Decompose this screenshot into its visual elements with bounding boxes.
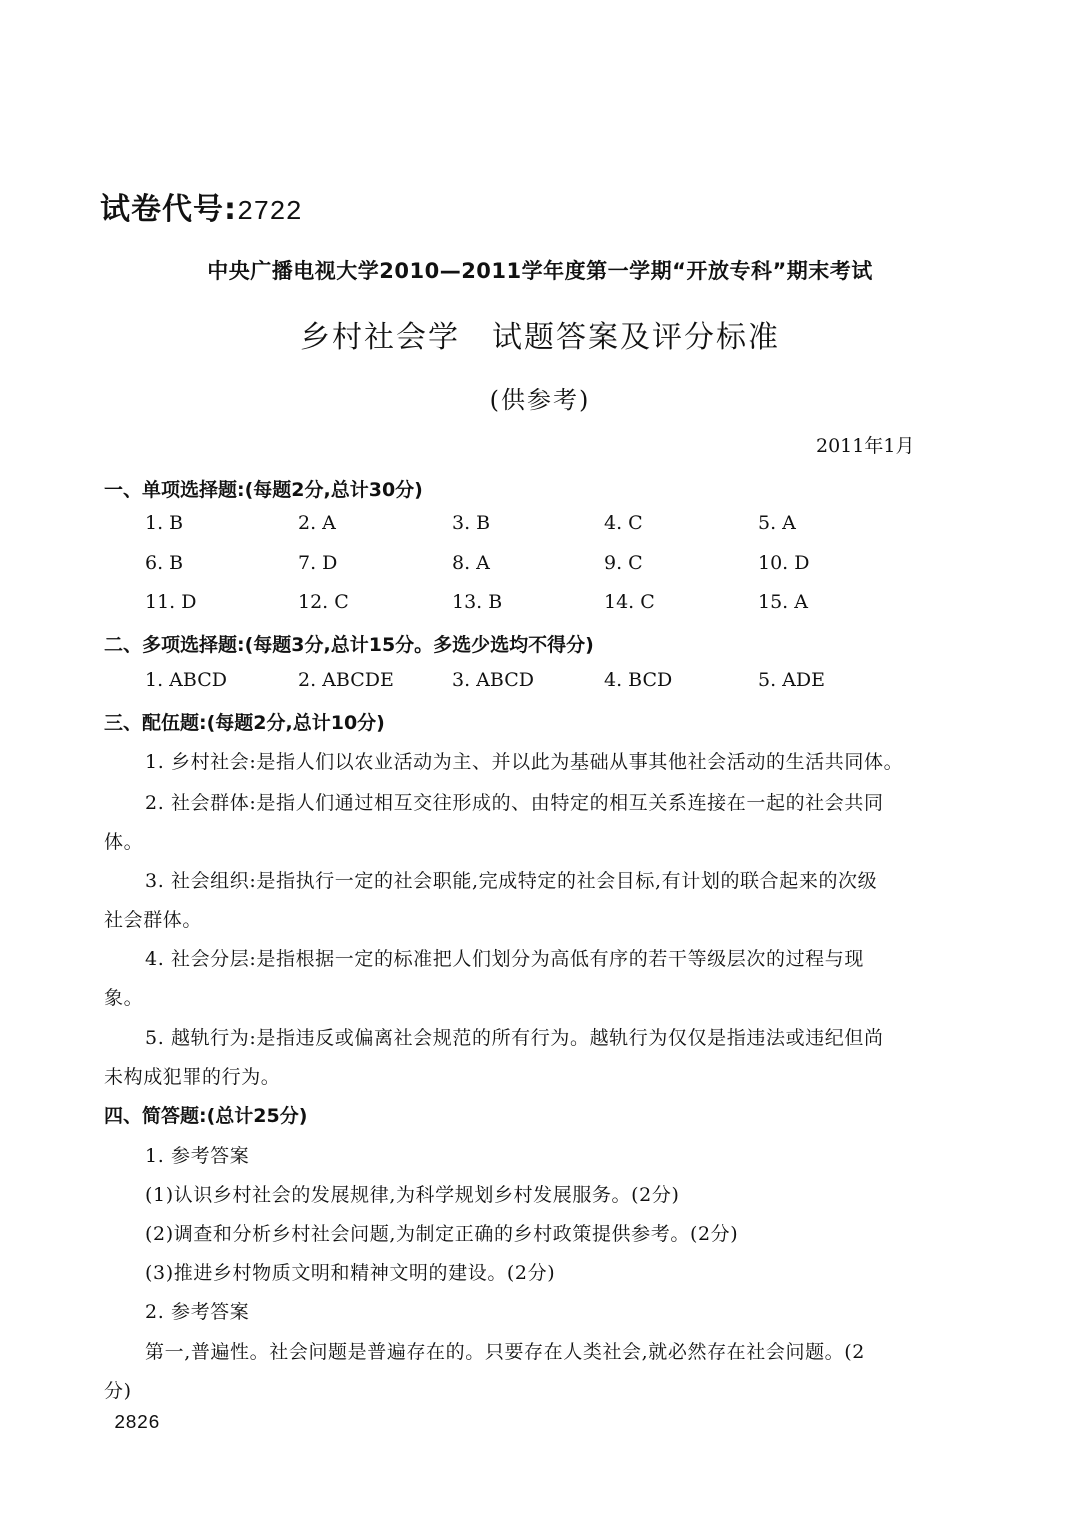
- answer-item: 14. C: [604, 591, 655, 613]
- answer-line: 4. 社会分层:是指根据一定的标准把人们划分为高低有序的若干等级层次的过程与现: [145, 948, 864, 970]
- answer-line: 5. 越轨行为:是指违反或偏离社会规范的所有行为。越轨行为仅仅是指违法或违纪但尚: [145, 1027, 884, 1049]
- answer-item: 1. B: [145, 512, 184, 534]
- answer-line: (1)认识乡村社会的发展规律,为科学规划乡村发展服务。(2分): [145, 1184, 680, 1206]
- answer-line: 第一,普遍性。社会问题是普遍存在的。只要存在人类社会,就必然存在社会问题。(2: [145, 1341, 865, 1363]
- page-number: 2826: [114, 1412, 160, 1434]
- answer-item: 3. ABCD: [452, 669, 534, 691]
- exam-date: 2011年1月: [816, 435, 915, 457]
- answer-line: 1. 参考答案: [145, 1145, 250, 1167]
- answer-item: 12. C: [298, 591, 349, 613]
- answer-item: 3. B: [452, 512, 491, 534]
- section-short-answer-title: 四、简答题:(总计25分): [104, 1105, 308, 1127]
- answer-line: 体。: [104, 831, 144, 853]
- answer-line: 2. 参考答案: [145, 1301, 250, 1323]
- section-multiple-choice-title: 二、多项选择题:(每题3分,总计15分。多选少选均不得分): [104, 634, 594, 656]
- answer-item: 13. B: [452, 591, 503, 613]
- answer-line: 象。: [104, 987, 144, 1009]
- answer-line: 分): [104, 1380, 132, 1402]
- answer-item: 7. D: [298, 552, 338, 574]
- answer-item: 9. C: [604, 552, 643, 574]
- answer-line: 1. 乡村社会:是指人们以农业活动为主、并以此为基础从事其他社会活动的生活共同体。: [145, 751, 904, 773]
- reference-note: (供参考): [489, 386, 591, 414]
- section-single-choice-title: 一、单项选择题:(每题2分,总计30分): [104, 479, 423, 501]
- answer-item: 4. BCD: [604, 669, 673, 691]
- paper-code: [100, 184, 302, 228]
- answer-line: (3)推进乡村物质文明和精神文明的建设。(2分): [145, 1262, 556, 1284]
- subject-title: 乡村社会学 试题答案及评分标准: [300, 320, 780, 355]
- answer-item: 11. D: [145, 591, 197, 613]
- answer-item: 10. D: [758, 552, 810, 574]
- answer-item: 15. A: [758, 591, 808, 613]
- answer-item: 5. ADE: [758, 669, 825, 691]
- answer-item: 8. A: [452, 552, 490, 574]
- answer-item: 1. ABCD: [145, 669, 227, 691]
- answer-line: 3. 社会组织:是指执行一定的社会职能,完成特定的社会目标,有计划的联合起来的次级: [145, 870, 878, 892]
- answer-line: 未构成犯罪的行为。: [104, 1066, 281, 1088]
- answer-item: 6. B: [145, 552, 184, 574]
- answer-line: 社会群体。: [104, 909, 203, 931]
- paper-code-label: 试卷代号:: [100, 192, 237, 227]
- answer-line: (2)调查和分析乡村社会问题,为制定正确的乡村政策提供参考。(2分): [145, 1223, 739, 1245]
- answer-item: 2. ABCDE: [298, 669, 394, 691]
- section-matching-title: 三、配伍题:(每题2分,总计10分): [104, 712, 385, 734]
- answer-item: 2. A: [298, 512, 336, 534]
- paper-code-number: 2722: [237, 198, 302, 228]
- exam-title: 中央广播电视大学2010—2011学年度第一学期“开放专科”期末考试: [207, 259, 873, 283]
- answer-item: 5. A: [758, 512, 796, 534]
- answer-item: 4. C: [604, 512, 643, 534]
- answer-line: 2. 社会群体:是指人们通过相互交往形成的、由特定的相互关系连接在一起的社会共同: [145, 792, 884, 814]
